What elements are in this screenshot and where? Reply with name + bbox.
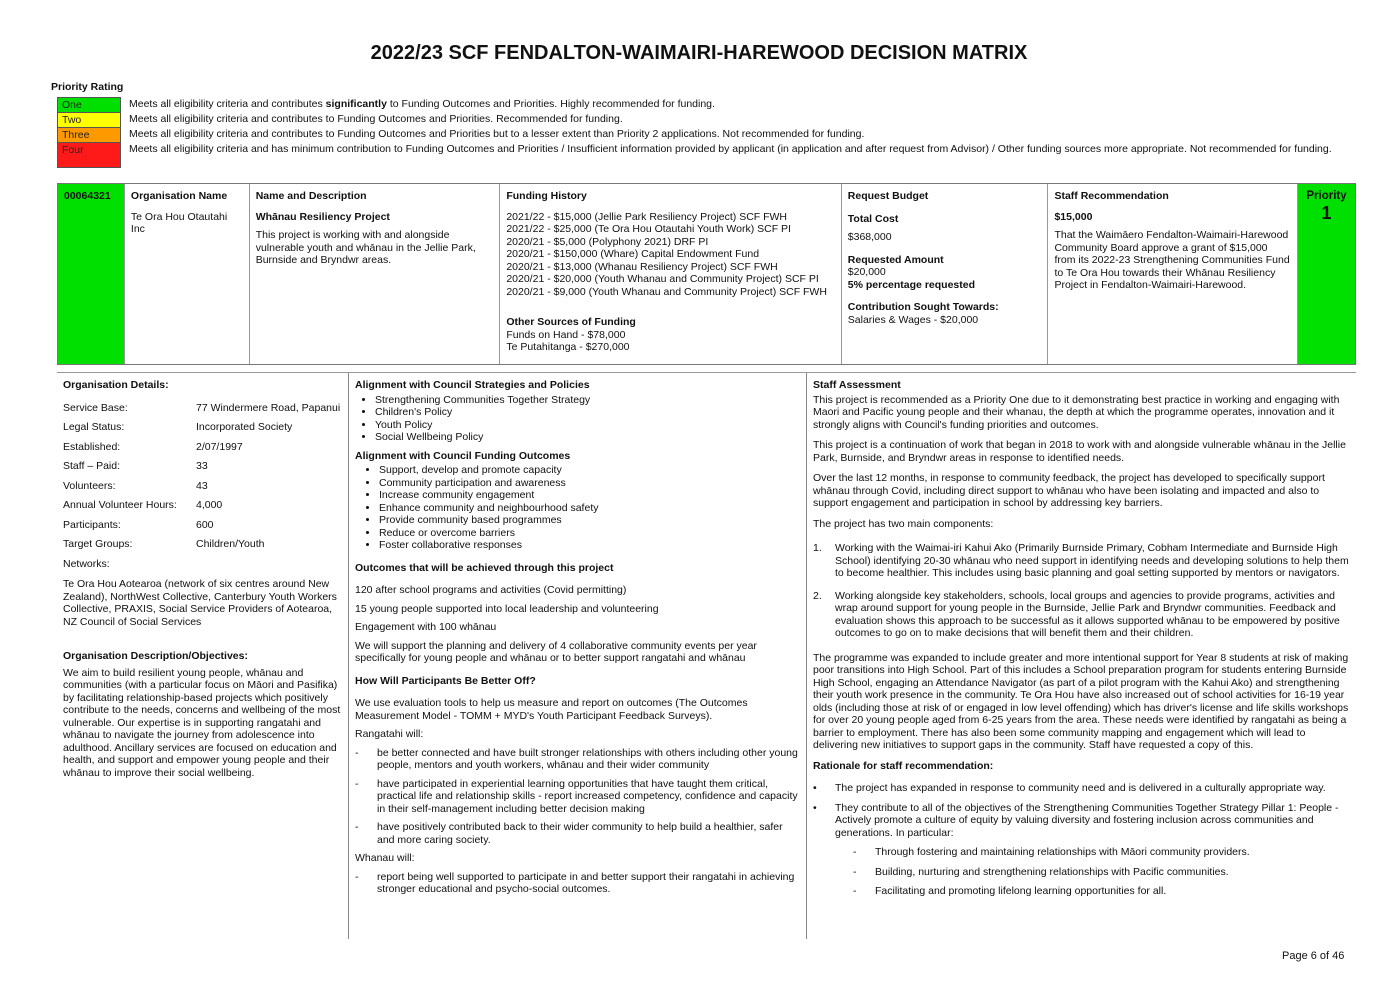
staff-assessment-column — [806, 373, 1356, 939]
assessment-paragraph: This project is a continuation of work that began in 2018 to work with and alongside vulnerable whānau in the Jellie Park, Burnside, and Bryndwr areas in response to identified needs. — [813, 439, 1346, 464]
outcome-item: 15 young people supported into local leadership and volunteering — [355, 602, 659, 615]
strategies-list — [355, 394, 800, 444]
funding-history-item: 2020/21 - $5,000 (Polyphony 2021) DRF PI — [506, 235, 709, 248]
recommendation-text: That the Waimāero Fendalton-Waimairi-Harewood Community Board approve a grant of $15,000 from its 2022-23 Strengthening Communities Fund to Te Ora Hou towards their Whānau Resiliency Project in Fendalton-Waimairi-Harewood. — [1054, 229, 1290, 291]
detail-row — [63, 480, 342, 493]
funding-history-item: 2020/21 - $13,000 (Whanau Resiliency Project) SCF FWH — [506, 260, 778, 273]
whanau-item: - report being well supported to participate in and better support their rangatahi in achieving stronger educational and psycho-social outcomes. — [355, 870, 795, 895]
percentage-requested: 5% percentage requested — [847, 278, 975, 291]
priority-row-one — [57, 97, 1357, 112]
detail-label: Service Base: — [63, 401, 128, 414]
alignment-column — [348, 373, 806, 939]
application-id: 00064321 — [64, 190, 111, 202]
description-cell — [250, 184, 501, 364]
detail-value: Incorporated Society — [196, 421, 293, 433]
detail-value: 43 — [196, 479, 208, 492]
organisation-header: Organisation Name — [130, 190, 228, 202]
funding-history-item: 2021/22 - $15,000 (Jellie Park Resiliency Project) SCF FWH — [506, 210, 788, 223]
list-item: • Youth Policy — [375, 419, 800, 432]
list-item: • Children's Policy — [375, 406, 800, 419]
detail-row — [63, 421, 342, 434]
priority-chip-three: Three — [57, 127, 121, 142]
other-sources-header: Other Sources of Funding — [506, 316, 636, 328]
detail-row — [63, 460, 342, 473]
detail-value: 2/07/1997 — [196, 440, 243, 453]
rangatahi-item: - have positively contributed back to their wider community to help build a healthier, safer and more caring society. — [355, 821, 783, 846]
organisation-description-heading: Organisation Description/Objectives: — [63, 650, 248, 662]
rationale-item: • They contribute to all of the objectives of the Strengthening Communities Together Strategy Pillar 1: People - Actively promote a culture of equity by valuing diversity and fostering inclusion across communities and generations. In particular: — [813, 801, 1339, 839]
particular-item: - Facilitating and promoting lifelong learning opportunities for all. — [853, 885, 1167, 897]
requested-amount-value: $20,000 — [847, 266, 886, 278]
list-item: • Support, develop and promote capacity — [379, 464, 800, 477]
rationale-item: • The project has expanded in response to community need and is delivered in a culturally appropriate way. — [813, 782, 1326, 794]
total-cost-value: $368,000 — [847, 231, 892, 243]
detail-value: 33 — [196, 460, 208, 472]
rangatahi-item: - have participated in experiential learning opportunities that have taught them critical, practical life and relationship skills - report increased competency, confidence and capacity in their self-management including better decision making — [355, 777, 798, 815]
assessment-paragraph: The project has two main components: — [813, 517, 994, 530]
detail-row — [63, 538, 342, 551]
staff-recommendation-cell — [1048, 184, 1298, 364]
detail-label: Staff – Paid: — [63, 460, 121, 472]
priority-cell — [1298, 184, 1355, 364]
detail-label: Annual Volunteer Hours: — [63, 499, 177, 511]
networks-text: Te Ora Hou Aotearoa (network of six centres around New Zealand), NorthWest Collective, Canterbury Youth Workers Collective, PRAXIS, Social Service Providers of Aotearoa, NZ Council of Social Services — [63, 578, 337, 628]
contribution-towards-label: Contribution Sought Towards: — [847, 301, 999, 313]
assessment-paragraph: This project is recommended as a Priority One due to it demonstrating best practice in working and engaging with Maori and Pacific young people and their whanau, the depth at which the programme operates, innovation and it strongly aligns with Council's funding priorities and outcomes. — [813, 393, 1340, 431]
priority-desc-four: Meets all eligibility criteria and has minimum contribution to Funding Outcomes and Priorities / Insufficient information provided by applicant (in application and after request from Advisor) / Other funding sources more appropriate. Not recommended for funding. — [129, 143, 1332, 155]
funding-history-header: Funding History — [506, 190, 587, 202]
application-id-cell — [58, 184, 125, 364]
priority-desc-one: Meets all eligibility criteria and contributes significantly to Funding Outcomes and Priorities. Highly recommended for funding. — [129, 98, 715, 110]
detail-value: 77 Windermere Road, Papanui — [196, 401, 341, 414]
page-number: Page 6 of 46 — [1282, 950, 1345, 962]
organisation-description-text: We aim to build resilient young people, whānau and communities (with a particular focus on Māori and Pasifika) by facilitating relationship-based projects which positively contribute to the needs, concerns and wellbeing of the most vulnerable. Our expertise is in supporting rangatahi and whānau to navigate the journey from adolescence into adulthood. Ancillary services are focused on education and health, and support and empower young people and their whānau to improve their social wellbeing. — [63, 666, 341, 779]
list-item: • Foster collaborative responses — [379, 539, 800, 552]
priority-chip-four: Four — [57, 142, 121, 168]
request-budget-header: Request Budget — [847, 190, 929, 202]
summary-table — [57, 183, 1356, 365]
detail-value: 600 — [196, 518, 214, 531]
component-item: 1. Working with the Waimai-iri Kahui Ako (Primarily Burnside Primary, Cobham Intermediate and Burnside High School) identifying 20-30 whānau who need support in identifying needs and developing solutions to help them to become healthier. This includes using basic planning and goal setting supported by mentors or navigators. — [813, 542, 1349, 579]
assessment-paragraph: Over the last 12 months, in response to community feedback, the project has developed to specifically support whānau through Covid, including direct support to whānau who have been isolating and impacted and also to support engagement and participation in school by addressing key barriers. — [813, 472, 1325, 509]
detail-row — [63, 519, 342, 532]
description-header: Name and Description — [255, 190, 367, 202]
funding-history-item: 2020/21 - $9,000 (Youth Whanau and Community Project) SCF FWH — [506, 285, 827, 298]
funding-history-item: 2021/22 - $25,000 (Te Ora Hou Otautahi Youth Work) SCF PI — [506, 223, 791, 235]
list-item: • Enhance community and neighbourhood safety — [379, 502, 800, 515]
list-item: • Reduce or overcome barriers — [379, 527, 800, 540]
organisation-name: Te Ora Hou Otautahi Inc — [130, 210, 228, 235]
detail-label: Participants: — [63, 518, 121, 531]
detail-row — [63, 402, 342, 415]
priority-desc-two: Meets all eligibility criteria and contributes to Funding Outcomes and Priorities. Recommended for funding. — [129, 113, 623, 125]
organisation-details-heading: Organisation Details: — [63, 379, 169, 391]
outcome-item: Engagement with 100 whānau — [355, 621, 497, 633]
priority-chip-two: Two — [57, 112, 121, 127]
priority-legend — [57, 97, 1357, 168]
component-item: 2. Working alongside key stakeholders, schools, local groups and agencies to provide programs, activities and wrap around support for young people in the Burnside, Jellie Park and Bryndwr communities. Feedback and evaluation shows this approach to be successful as it allows supported whānau to be empowered by positive outcomes to go on to make decisions that will benefit them and their children. — [813, 589, 1340, 639]
outcome-item: 120 after school programs and activities (Covid permitting) — [355, 584, 627, 596]
list-item: • Strengthening Communities Together Strategy — [375, 394, 800, 407]
particular-item: - Through fostering and maintaining relationships with Māori community providers. — [853, 846, 1250, 858]
rangatahi-item: - be better connected and have built stronger relationships with others including other young people, mentors and youth workers, whānau and their wider community — [355, 746, 798, 771]
particular-item: - Building, nurturing and strengthening relationships with Pacific communities. — [853, 865, 1229, 878]
other-source-item: Funds on Hand - $78,000 — [506, 328, 626, 341]
funding-history-cell — [500, 184, 841, 364]
requested-amount-label: Requested Amount — [847, 253, 944, 266]
priority-row-three — [57, 127, 1357, 142]
detail-label: Target Groups: — [63, 538, 133, 550]
detail-label: Volunteers: — [63, 479, 116, 492]
whanau-label: Whanau will: — [355, 852, 415, 864]
better-off-intro: We use evaluation tools to help us measure and report on outcomes (The Outcomes Measurement Model - TOMM + MYD's Youth Participant Feedback Surveys). — [355, 697, 748, 722]
list-item: • Community participation and awareness — [379, 477, 800, 490]
detail-label: Established: — [63, 440, 121, 453]
rationale-heading: Rationale for staff recommendation: — [813, 759, 994, 772]
detail-label: Legal Status: — [63, 421, 125, 433]
priority-chip-one: One — [57, 97, 121, 112]
networks-label: Networks: — [63, 557, 110, 570]
priority-desc-three: Meets all eligibility criteria and contributes to Funding Outcomes and Priorities but to a lesser extent than Priority 2 applications. Not recommended for funding. — [129, 128, 865, 140]
funding-outcomes-list — [355, 464, 800, 552]
organisation-cell — [125, 184, 250, 364]
outcomes-achieved-heading: Outcomes that will be achieved through this project — [355, 561, 614, 574]
detail-value: Children/Youth — [196, 538, 265, 550]
funding-outcomes-heading: Alignment with Council Funding Outcomes — [355, 449, 571, 462]
funding-history-item: 2020/21 - $20,000 (Youth Whanau and Community Project) SCF PI — [506, 273, 819, 285]
contribution-towards-value: Salaries & Wages - $20,000 — [847, 313, 979, 326]
recommended-amount: $15,000 — [1054, 210, 1093, 223]
list-item: • Social Wellbeing Policy — [375, 431, 800, 444]
priority-header: Priority — [1306, 190, 1347, 202]
other-source-item: Te Putahitanga - $270,000 — [506, 341, 630, 353]
strategies-heading: Alignment with Council Strategies and Policies — [355, 379, 590, 391]
outcome-item: We will support the planning and delivery of 4 collaborative community events per year specifically for young people and whānau or to better support rangatahi and whānau — [355, 639, 757, 664]
page-title: 2022/23 SCF FENDALTON-WAIMAIRI-HAREWOOD DECISION MATRIX — [370, 42, 1028, 64]
detail-row — [63, 441, 342, 454]
detail-row — [63, 499, 342, 512]
priority-value: 1 — [1321, 202, 1332, 223]
detail-value: 4,000 — [196, 499, 223, 511]
total-cost-label: Total Cost — [847, 212, 899, 225]
staff-recommendation-header: Staff Recommendation — [1054, 190, 1169, 202]
assessment-expanded-paragraph: The programme was expanded to include greater and more intentional support for Year 8 students at risk of making poor transitions into High School. Part of this includes a School preparation program for students entering Burnside High School, engaging an Attendance Navigator (as part of a pilot program with the Kahui Ako) and strengthening their youth work presence in the community. Te Ora Hou have also increased out of school activities for 16-19 year olds (including those at risk of or engaged in low level offending) which has driver's license and life skills workshops for over 20 young people aged from 6-25 years from the area. These needs were identified by rangatahi as being a barrier to employment. There has also been some community mapping and engagement which will lead to delivering new initiatives to support gaps in the community. Staff have requested a copy of this. — [813, 651, 1349, 751]
better-off-heading: How Will Participants Be Better Off? — [355, 674, 536, 687]
staff-assessment-heading: Staff Assessment — [813, 379, 901, 391]
list-item: • Increase community engagement — [379, 489, 800, 502]
list-item: • Provide community based programmes — [379, 514, 800, 527]
details-section — [57, 372, 1356, 939]
rangatahi-label: Rangatahi will: — [355, 728, 424, 740]
project-name: Whānau Resiliency Project — [255, 210, 390, 223]
funding-history-item: 2020/21 - $150,000 (Whare) Capital Endowment Fund — [506, 248, 760, 260]
request-budget-cell — [842, 184, 1049, 364]
organisation-details-column — [57, 373, 348, 939]
priority-rating-heading: Priority Rating — [51, 81, 124, 93]
project-description: This project is working with and alongside vulnerable youth and whānau in the Jellie Park, Burnside and Bryndwr areas. — [255, 229, 476, 266]
priority-row-two — [57, 112, 1357, 127]
priority-row-four — [57, 142, 1357, 168]
